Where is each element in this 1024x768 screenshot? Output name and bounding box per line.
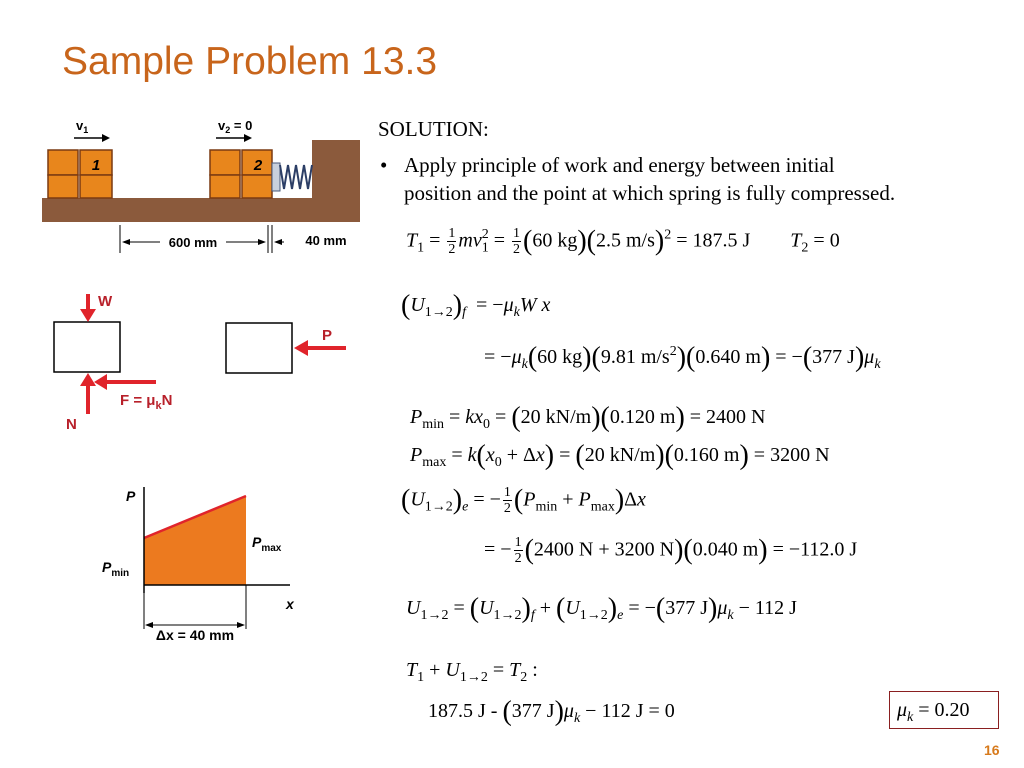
blocks-spring-figure bbox=[40, 113, 360, 258]
page-number: 16 bbox=[984, 742, 1000, 758]
solution-heading: SOLUTION: bbox=[378, 117, 489, 141]
bullet-line-1: Apply principle of work and energy between initial bbox=[404, 153, 835, 177]
equation-total-work: $U_{1\to 2} = (U_{1\to 2})_f + (U_{1\to 2})_e = -(377$ $J)\mu_k - 112$ J bbox=[406, 593, 797, 624]
pmax-label: $P_{max}$ bbox=[252, 534, 282, 554]
equation-energy-principle: $T_1 + U_{1\to 2} = T_2$ : bbox=[406, 659, 538, 685]
equation-friction-work-numeric: = $-\mu_k(60$ kg)(9.81 $m/s^2)(0.640$ m) = −(377 $J)\mu_k$ bbox=[484, 342, 881, 373]
p-axis-label: P bbox=[126, 488, 136, 504]
dim-40mm: 40 mm bbox=[305, 233, 347, 248]
block2-label: 2 bbox=[253, 157, 263, 174]
spring bbox=[272, 163, 312, 191]
answer-value: $\mu_k = 0.20$ bbox=[897, 699, 970, 725]
fbd-block-right bbox=[226, 323, 292, 373]
equation-friction-work: $(U_{1\to 2})_f = -\mu_kW$ x bbox=[401, 290, 551, 321]
work-area bbox=[144, 496, 246, 585]
force-displacement-graph bbox=[90, 485, 310, 645]
equation-pmin: $P_{min} = kx_0 = (20$ kN/m)(0.120 m) = 2400 N bbox=[410, 402, 766, 433]
equation-final: 187.5 J - (377 $J)\mu_k - 112$ J = 0 bbox=[428, 696, 675, 727]
bullet-line-2: position and the point at which spring is fully compressed. bbox=[404, 181, 896, 205]
dx-label: Δx = 40 mm bbox=[155, 627, 235, 643]
block1-label: 1 bbox=[91, 157, 101, 174]
free-body-diagrams bbox=[40, 288, 360, 438]
x-axis-label: x bbox=[286, 596, 294, 612]
fbd-block-left bbox=[54, 322, 120, 372]
dim-600mm: 600 mm bbox=[168, 235, 218, 250]
slide-title: Sample Problem 13.3 bbox=[62, 40, 438, 83]
w-label: W bbox=[98, 293, 113, 310]
n-label: N bbox=[66, 416, 77, 433]
equation-kinetic-energy: $T_1$ = $\frac{1}{2}$ $mv_1^2$ = $\frac{1}{2}$ (60 kg)(2.5 m/s)$^2$ = 187.5 J $T_2 = 0$ bbox=[406, 225, 840, 258]
bullet-symbol: • bbox=[380, 153, 388, 177]
v2-label: $v_2 = 0$ bbox=[218, 118, 253, 135]
f-label: $F = \mu_kN$ bbox=[120, 392, 173, 412]
pmin-label: $P_{min}$ bbox=[102, 559, 130, 579]
equation-spring-work: $(U_{1\to 2})_e$ = − $\frac{1}{2}$ $(P_{min} + P_{max})\Delta x$ bbox=[401, 484, 646, 517]
v1-label: $v_1$ bbox=[76, 118, 89, 135]
equation-spring-work-numeric: = − $\frac{1}{2}$ (2400 N + 3200 N)(0.040 m) = −112.0 J bbox=[484, 534, 858, 567]
wall bbox=[312, 140, 360, 210]
p-label: P bbox=[322, 327, 333, 344]
equation-pmax: $P_{max} = k(x_0 + \Delta x) = (20$ kN/m)(0.160 m) = 3200 N bbox=[410, 440, 830, 471]
